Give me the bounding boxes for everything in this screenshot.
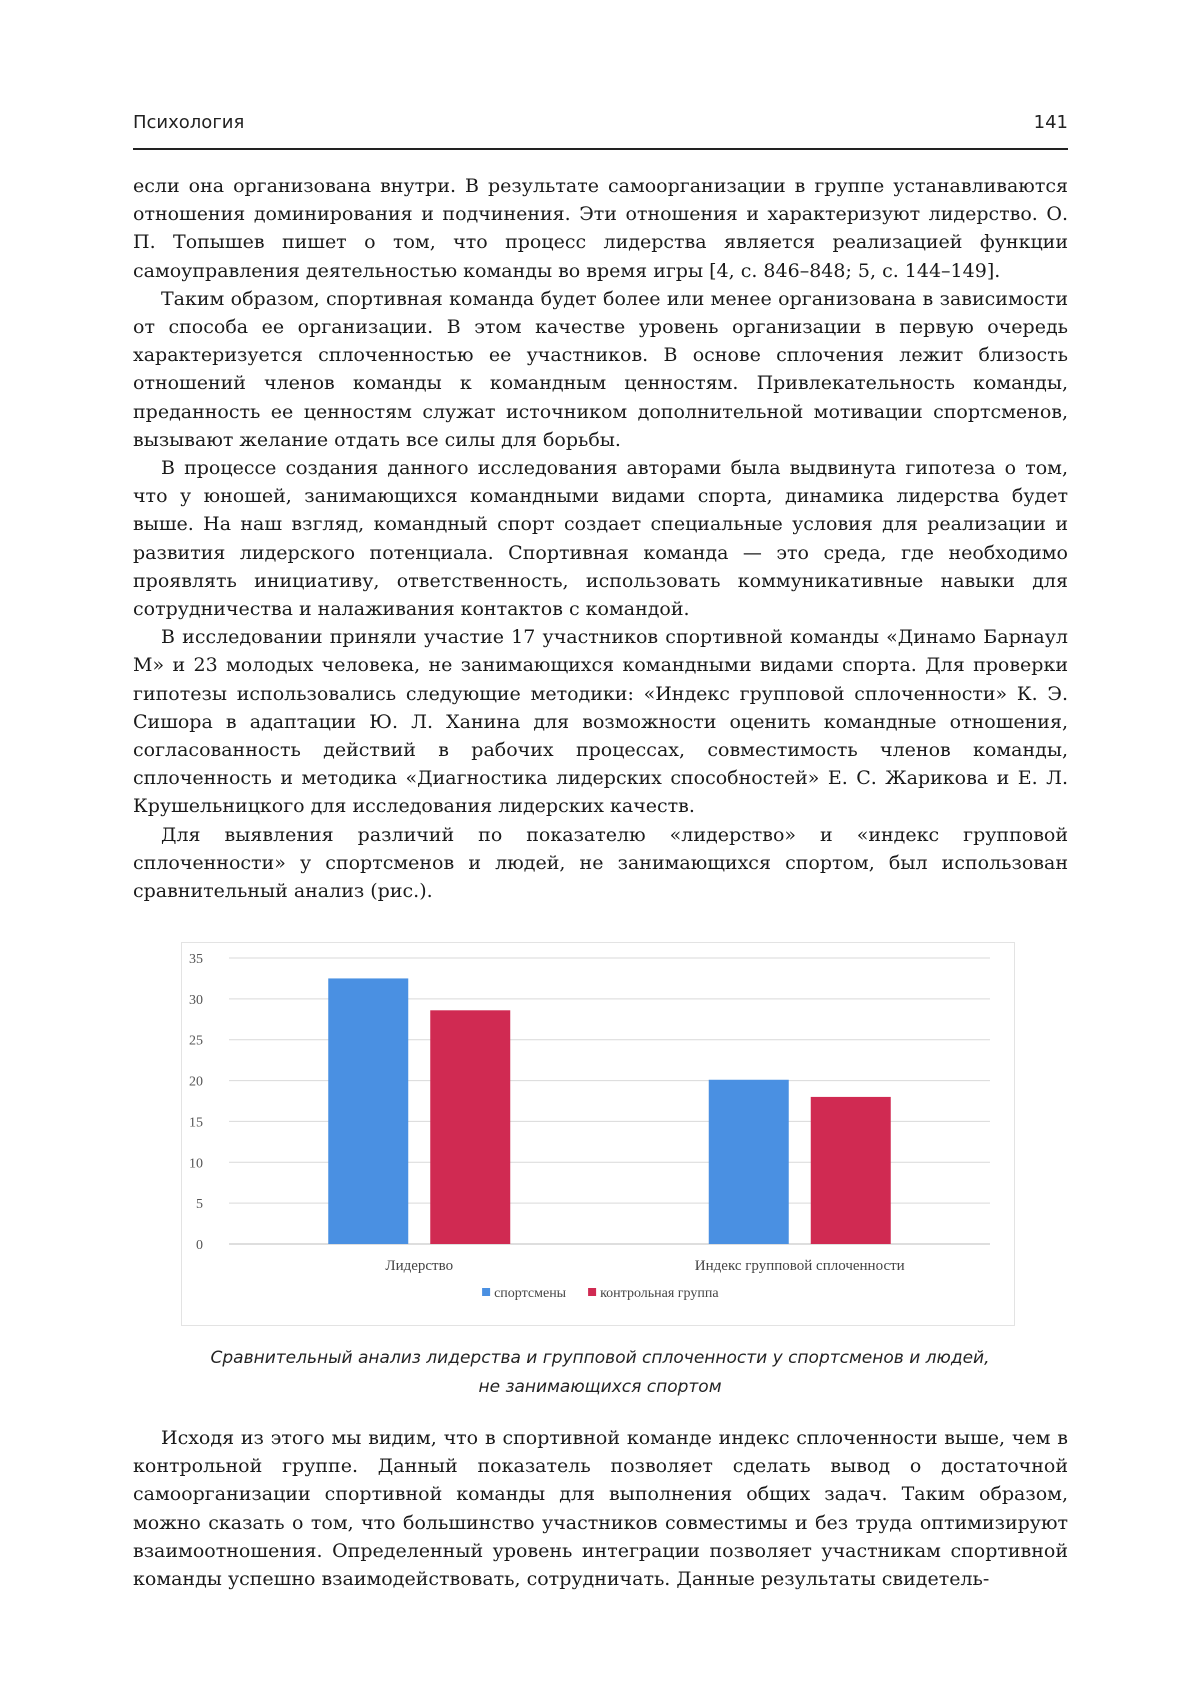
section-title: Психология xyxy=(133,112,245,133)
y-tick-label: 15 xyxy=(189,1115,203,1131)
y-tick-label: 10 xyxy=(189,1156,203,1172)
legend-swatch xyxy=(482,1288,490,1296)
bar-chart xyxy=(182,943,1014,1325)
paragraph: В исследовании приняли участие 17 участников спортивной команды «Динамо Барнаул М» и 23 молодых человека, не занимающихся командными видами спорта. Для проверки гипотезы использовались следующие методики: «Индекс групповой сплоченности» К. Э. Сишора в адаптации Ю. Л. Ханина для возможности оценить командные отношения, согласованность действий в рабочих процессах, совместимость членов команды, сплоченность и методика «Диагностика лидерских способностей» Е. С. Жарикова и Е. Л. Крушельницкого для исследования лидерских качеств. xyxy=(133,626,1068,818)
x-category-label: Индекс групповой сплоченности xyxy=(694,1258,905,1274)
y-tick-label: 25 xyxy=(189,1033,203,1049)
x-category-label: Лидерство xyxy=(385,1258,454,1274)
y-tick-label: 0 xyxy=(196,1238,203,1253)
y-tick-label: 5 xyxy=(196,1197,203,1213)
bar-sportsmen xyxy=(328,978,408,1244)
figure-caption xyxy=(150,1344,1050,1402)
paragraph: Таким образом, спортивная команда будет более или менее организована в зависимости от способа ее организации. В этом качестве уровень организации в первую очередь характеризуется сплоченностью ее участников. В основе сплочения лежит близость отношений членов команды к командным ценностям. Привлекательность команды, преданность ее ценностям служат источником дополнительной мотивации спортсменов, вызывают желание отдать все силы для борьбы. xyxy=(133,287,1068,451)
body-text-bottom xyxy=(133,1424,1068,1593)
paragraph: Исходя из этого мы видим, что в спортивной команде индекс сплоченности выше, чем в контрольной группе. Данный показатель позволяет сделать вывод о достаточной самоорганизации спортивной команды для выполнения общих задач. Таким образом, можно сказать о том, что большинство участников совместимы и без труда оптимизируют взаимоотношения. Определенный уровень интеграции позволяет участникам спортивной команды успешно взаимодействовать, сотрудничать. Данные результаты свидетель- xyxy=(133,1427,1068,1591)
paragraph: Для выявления различий по показателю «лидерство» и «индекс групповой сплоченности» у спортсменов и людей, не занимающихся спортом, был использован сравнительный анализ (рис.). xyxy=(133,823,1068,903)
bar-sportsmen xyxy=(709,1080,789,1244)
page-number: 141 xyxy=(1033,112,1068,133)
y-tick-label: 20 xyxy=(189,1074,203,1090)
legend-label: спортсмены xyxy=(494,1286,567,1301)
running-header xyxy=(133,108,1068,150)
legend-label: контрольная группа xyxy=(600,1286,719,1301)
bar-control xyxy=(430,1010,510,1244)
caption-line-1: Сравнительный анализ лидерства и групповой сплоченности у спортсменов и людей, xyxy=(210,1348,990,1368)
figure-chart xyxy=(181,942,1015,1326)
caption-line-2: не занимающихся спортом xyxy=(478,1377,722,1397)
paragraph: если она организована внутри. В результате самоорганизации в группе устанавливаются отношения доминирования и подчинения. Эти отношения и характеризуют лидерство. О. П. Топышев пишет о том, что процесс лидерства является реализацией функции самоуправления деятельностью команды во время игры [4, с. 846–848; 5, с. 144–149]. xyxy=(133,175,1068,282)
y-tick-label: 30 xyxy=(189,992,203,1008)
paragraph: В процессе создания данного исследования авторами была выдвинута гипотеза о том, что у юношей, занимающихся командными видами спорта, динамика лидерства будет выше. На наш взгляд, командный спорт создает специальные условия для реализации и развития лидерского потенциала. Спортивная команда — это среда, где необходимо проявлять инициативу, ответственность, использовать коммуникативные навыки для сотрудничества и налаживания контактов с командой. xyxy=(133,457,1068,621)
y-tick-label: 35 xyxy=(189,952,203,967)
bar-control xyxy=(811,1097,891,1244)
legend-swatch xyxy=(588,1288,596,1296)
body-text-top xyxy=(133,172,1068,905)
